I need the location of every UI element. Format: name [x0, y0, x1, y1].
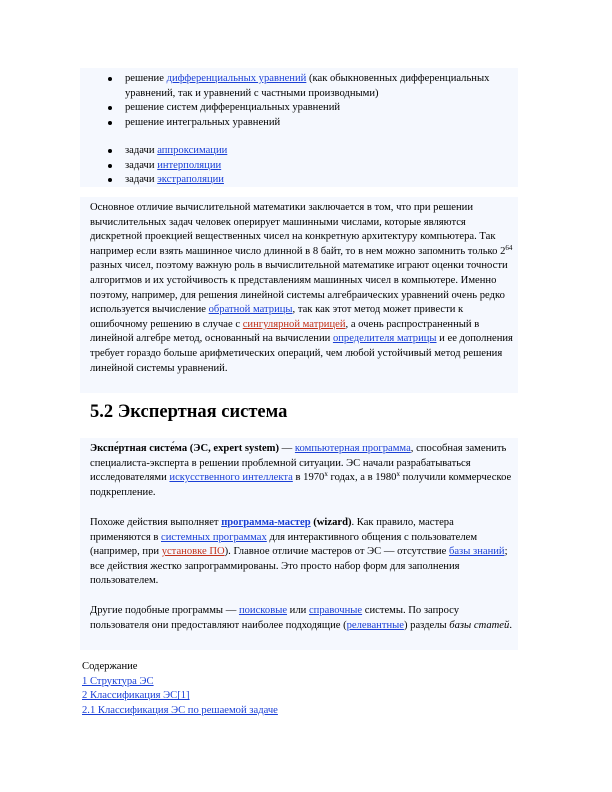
main-paragraph-block [80, 197, 518, 393]
toc-title: Содержание [82, 661, 138, 672]
table-of-contents [82, 660, 278, 718]
link-artificial-intelligence[interactable]: искусственного интеллекта [169, 472, 293, 484]
link-wizard[interactable]: программа-мастер [221, 517, 311, 528]
toc-link[interactable]: 2.1 Классификация ЭС по решаемой задаче [82, 704, 278, 716]
paragraph: Похоже действия выполняет программа-мастер (wizard). Как правило, мастера применяются в системных программах для интерактивного общения с пользователем (например, при установке ПО). Главное отличие мастеров от ЭС — отсутствие базы знаний; все действия жестко запрограммированы. Это просто набор форм для заполнения пользователем. [90, 517, 508, 587]
list-item: задачи интерполяции [80, 159, 518, 174]
link-approximation[interactable]: аппроксимации [157, 145, 228, 156]
section-heading: 5.2 Экспертная система [90, 402, 288, 422]
list-block [80, 68, 518, 187]
link-differential-equations[interactable]: дифференциальных уравнений [166, 73, 307, 84]
link-search[interactable]: поисковые [238, 605, 288, 616]
toc-link[interactable]: 1 Структура ЭС [82, 675, 154, 687]
methods-list [80, 72, 518, 130]
link-inverse-matrix[interactable]: обратной матрицы [208, 304, 293, 316]
link-interpolation[interactable]: интерполяции [157, 159, 222, 171]
list-item: задачи аппроксимации [80, 144, 518, 159]
link-reference[interactable]: справочные [308, 605, 363, 616]
link-software-install[interactable]: установке ПО [161, 546, 225, 558]
paragraph: Основное отличие вычислительной математики заключается в том, что при решении вычислительных задач человек оперирует машинными числами, которые являются дискретной проекцией вещественных чисел на конкретную архитектуру компьютера. Так например если взять машинное число длинной в 8 байт, то в нем можно запомнить только $2^{64}$ разных чисел, поэтому важную роль в вычислительной математике играют оценки точности алгоритмов и их устойчивость к представлениям машинных чисел в компьютере. Именно поэтому, например, для решения линейной системы алгебраических уравнений очень редко используется вычисление обратной матрицы, так как этот метод может привести к ошибочному решению в случае с сингулярной матрицей, а очень распространенный в линейной алгебре метод, основанный на вычислении определителя матрицы и ее дополнения требует гораздо больше арифметических операций, чем любой устойчивый метод решения линейной системы уравнений. [90, 202, 513, 374]
paragraph: Экспе́ртная систе́ма (ЭС, expert system) — компьютерная программа, способная заменить специалиста-эксперта в решении проблемной ситуации. ЭС начали разрабатываться исследователями искусственного интеллекта в $1970^х$ годах, а в $1980^х$ получили коммерческое подкрепление. [90, 443, 512, 498]
tasks-list [80, 144, 518, 188]
link-determinant[interactable]: определителя матрицы [332, 333, 437, 345]
link-extrapolation[interactable]: экстраполяции [157, 174, 224, 186]
link-singular-matrix[interactable]: сингулярной матрицей [242, 318, 346, 330]
list-item: задачи экстраполяции [80, 173, 518, 188]
link-relevant[interactable]: релевантные [346, 619, 404, 631]
paragraph: Другие подобные программы — поисковые или справочные системы. По запросу пользователя они предоставляют наиболее подходящие (релевантные) разделы базы статей. [90, 605, 512, 631]
list-item: решение дифференциальных уравнений (как обыкновенных дифференциальных уравнений, так и уравнений с частными производными) [80, 72, 518, 101]
list-item: решение систем дифференциальных уравнений [80, 101, 518, 116]
link-computer-program[interactable]: компьютерная программа [294, 443, 411, 454]
expert-system-block [80, 438, 518, 650]
link-system-programs[interactable]: системных программах [161, 531, 267, 543]
link-knowledge-base[interactable]: базы знаний [448, 546, 505, 558]
list-item: решение интегральных уравнений [80, 116, 518, 131]
toc-link[interactable]: 2 Классификация ЭС[1] [82, 690, 190, 701]
